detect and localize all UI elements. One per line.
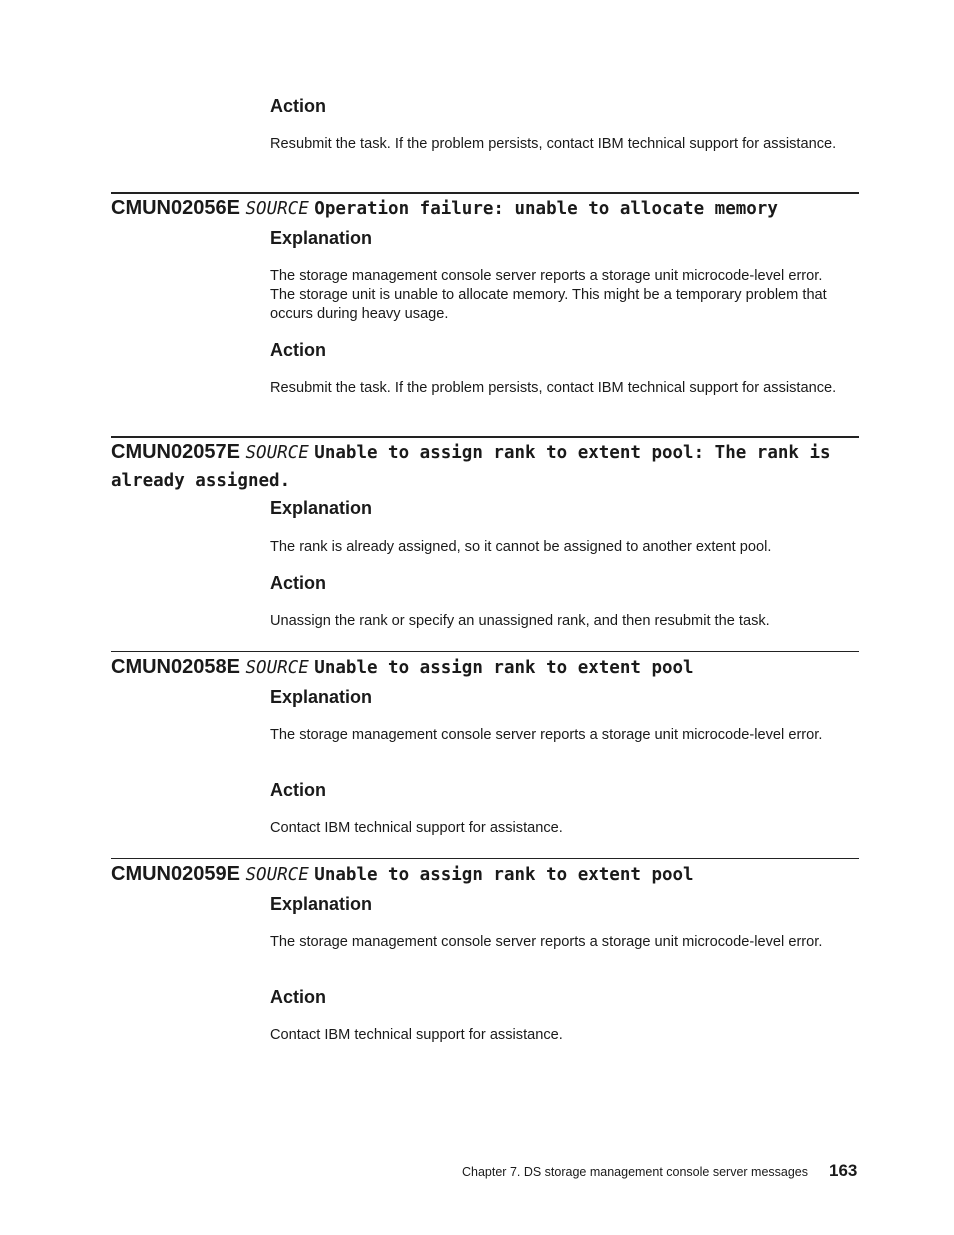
intro-action-heading: Action [270, 96, 326, 116]
message-heading [111, 861, 856, 889]
action-heading: Action [270, 780, 326, 800]
action-heading: Action [270, 340, 326, 360]
explanation-heading: Explanation [270, 894, 373, 914]
action-heading: Action [270, 573, 326, 593]
explanation-heading: Explanation [270, 228, 373, 248]
message-divider [111, 436, 859, 438]
action-text: Contact IBM technical support for assistance. [270, 820, 563, 836]
message-heading [111, 654, 856, 682]
message-heading [111, 195, 856, 223]
message-source: SOURCE [245, 658, 309, 678]
message-source: SOURCE [245, 865, 309, 885]
explanation-text: The storage management console server reports a storage unit microcode-level error. [270, 727, 823, 743]
message-divider [111, 192, 859, 194]
message-divider [111, 858, 859, 859]
message-heading [111, 439, 856, 495]
message-text: Unable to assign rank to extent pool [314, 865, 694, 885]
action-heading: Action [270, 987, 326, 1007]
message-id: CMUN02059E [111, 863, 240, 885]
action-text: Contact IBM technical support for assistance. [270, 1027, 563, 1043]
message-source: SOURCE [245, 443, 309, 463]
explanation-heading: Explanation [270, 687, 373, 707]
message-id: CMUN02058E [111, 656, 240, 678]
message-id: CMUN02057E [111, 441, 240, 463]
explanation-text: The storage management console server reports a storage unit microcode-level error. [270, 934, 823, 950]
message-text: Unable to assign rank to extent pool [314, 658, 694, 678]
page-number: 163 [829, 1161, 858, 1180]
action-text: Resubmit the task. If the problem persists, contact IBM technical support for assistance. [270, 380, 837, 396]
explanation-heading: Explanation [270, 498, 373, 518]
action-text: Unassign the rank or specify an unassigned rank, and then resubmit the task. [270, 613, 770, 629]
explanation-text: The storage management console server reports a storage unit microcode-level error. The storage unit is unable to allocate memory. This might be a temporary problem that occurs during heavy usage. [270, 268, 827, 322]
explanation-text: The rank is already assigned, so it cannot be assigned to another extent pool. [270, 539, 772, 555]
message-text: Unable to assign rank to extent pool: The rank is already assigned. [111, 443, 831, 491]
message-id: CMUN02056E [111, 197, 240, 219]
message-text: Operation failure: unable to allocate memory [314, 199, 778, 219]
footer-chapter: Chapter 7. DS storage management console server messages [462, 1165, 809, 1179]
intro-action-text: Resubmit the task. If the problem persists, contact IBM technical support for assistance. [270, 136, 837, 152]
message-divider [111, 651, 859, 652]
message-source: SOURCE [245, 199, 309, 219]
